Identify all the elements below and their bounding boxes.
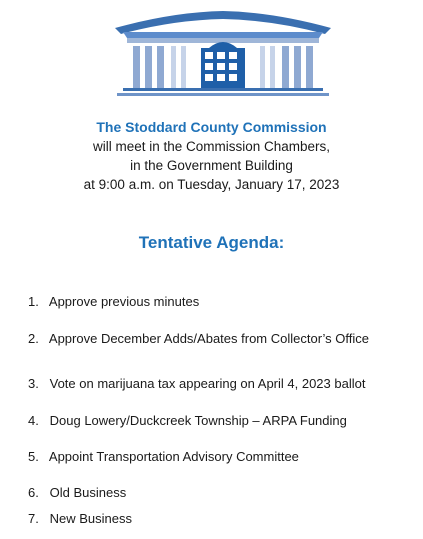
agenda-item-number: 4. — [28, 413, 39, 428]
agenda-item-text: Appoint Transportation Advisory Committee — [48, 449, 299, 464]
agenda-item-text: Approve previous minutes — [48, 294, 200, 309]
agenda-item-number: 7. — [28, 511, 39, 526]
meeting-location-line: will meet in the Commission Chambers, — [92, 139, 331, 154]
agenda-item — [28, 485, 126, 500]
agenda-item-text: Doug Lowery/Duckcreek Township – ARPA Funding — [49, 413, 347, 428]
government-building-logo — [113, 8, 333, 98]
agenda-item-text: New Business — [49, 511, 132, 526]
meeting-building-line: in the Government Building — [130, 158, 293, 173]
agenda-item — [28, 331, 369, 346]
agenda-item — [28, 413, 347, 428]
agenda-item — [28, 294, 199, 309]
agenda-item — [28, 376, 365, 391]
agenda-item-text: Vote on marijuana tax appearing on April 4, 2023 ballot — [49, 376, 366, 391]
meeting-announcement — [0, 118, 423, 194]
agenda-item-number: 6. — [28, 485, 39, 500]
agenda-item — [28, 449, 299, 464]
agenda-item-number: 3. — [28, 376, 39, 391]
government-building-icon — [113, 8, 333, 98]
agenda-item-number: 1. — [28, 294, 39, 309]
agenda-title: Tentative Agenda: — [138, 233, 285, 252]
agenda-item-text: Old Business — [49, 485, 127, 500]
agenda-item-text: Approve December Adds/Abates from Collector’s Office — [48, 331, 369, 346]
meeting-datetime-line: at 9:00 a.m. on Tuesday, January 17, 2023 — [83, 177, 340, 192]
agenda-item-number: 5. — [28, 449, 39, 464]
agenda-item — [28, 511, 132, 526]
org-name: The Stoddard County Commission — [96, 119, 327, 135]
agenda-item-number: 2. — [28, 331, 39, 346]
